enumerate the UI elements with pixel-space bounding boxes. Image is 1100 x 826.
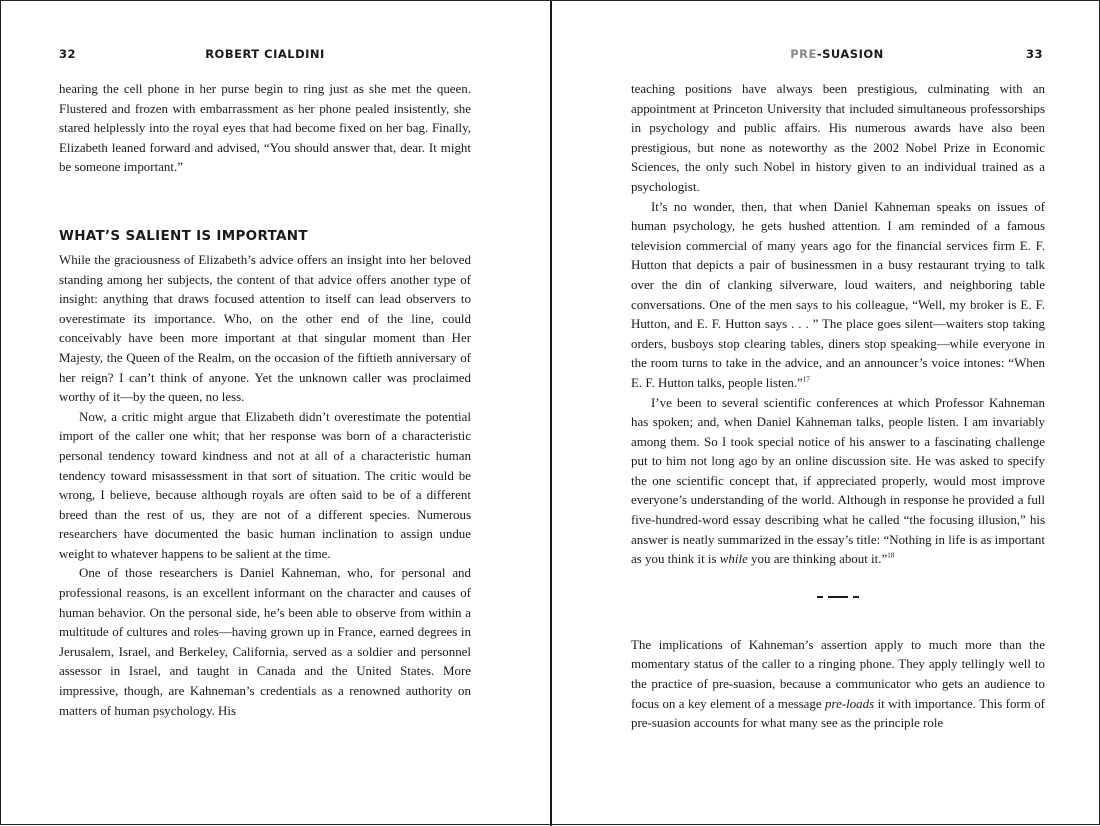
footnote-marker: 18 — [887, 551, 895, 560]
right-page — [552, 1, 1100, 826]
italic-text: while — [719, 551, 748, 567]
title-prefix: PRE — [790, 47, 817, 61]
body-paragraph — [631, 635, 1045, 733]
running-head-left — [59, 47, 471, 63]
paragraph-text: I’ve been to several scientific conferences at which Professor Kahneman has spoken; and, when Daniel Kahneman talks, people listen. I am invariably among them. So I took special notice of his answer to a fascinating challenge put to him not long ago by an online discussion site. He was asked to specify the one scientific concept that, if appreciated properly, would most improve everyone’s understanding of the world. Although in response he provided a full five-hundred-word essay describing what he called “the focusing illusion,” his answer is neatly summarized in the essay’s title: “Nothing in life is as important as you think it is — [631, 394, 1045, 567]
page-number: 33 — [1025, 47, 1043, 61]
left-page — [1, 1, 550, 826]
running-head-right — [631, 47, 1043, 63]
body-paragraph: Now, a critic might argue that Elizabeth didn’t overestimate the potential import of the caller one whit; that her response was born of a characteristic personal tendency toward kindness and not at all of a characteristic human tendency toward misassessment in that sort of situation. The critic would be wrong, I believe, because although royals are often said to be of a different breed than the rest of us, they are not of a different species. Numerous researchers have documented the basic human inclination to assign undue weight to whatever happens to be salient at the time. — [59, 408, 471, 561]
footnote-marker: 17 — [802, 375, 810, 384]
continued-paragraph: teaching positions have always been prestigious, culminating with an appointment at Princeton University that included simultaneous professorships in psychology and public affairs. His numerous awards have also been prestigious, but none as noteworthy as the 2002 Nobel Prize in Economic Sciences, the only such Nobel in history given to an individual trained as a psychologist. — [631, 81, 1045, 194]
paragraph-text: it with importance. This form of pre-suasion accounts for what many see as the principle role — [631, 695, 1045, 731]
paragraph-text: It’s no wonder, then, that when Daniel Kahneman speaks on issues of human psychology, he gets hushed attention. I am reminded of a famous television commercial of many years ago for the financial services firm E. F. Hutton that depicts a pair of businessmen in a busy restaurant trying to talk over the din of clanking silverware, loud waiters, and neighboring table conversations. One of the men says to his colleague, “Well, my broker is E. F. Hutton, and E. F. Hutton says . . . ” The place goes silent—waiters stop taking orders, busboys stop clearing tables, diners stop speaking—while everyone in the room turns to take in the advice, and an announcer’s voice intones: “When E. F. Hutton talks, people listen.” — [631, 198, 1045, 390]
page-number: 32 — [59, 47, 77, 61]
italic-text: pre-loads — [825, 695, 875, 711]
right-page-body — [631, 79, 1045, 733]
left-page-body — [59, 79, 471, 720]
ornament-dash — [828, 596, 848, 597]
ornament-dash — [817, 596, 823, 597]
paragraph-text: The implications of Kahneman’s assertion apply to much more than the momentary status of the caller to a ringing phone. They apply tellingly well to the practice of pre-suasion, because a communicator who gets an audience to focus on a key element of a message — [631, 636, 1045, 711]
title-running-head — [631, 47, 1043, 61]
section-heading: WHAT’S SALIENT IS IMPORTANT — [59, 227, 308, 244]
ornament-dash — [853, 596, 859, 597]
author-running-head: ROBERT CIALDINI — [205, 47, 325, 61]
body-paragraph: One of those researchers is Daniel Kahneman, who, for personal and professional reasons, is an excellent informant on the character and causes of human behavior. On the personal side, he’s been able to observe from within a multitude of cultures and roles—having grown up in France, earned degrees in Jerusalem, Israel, and Berkeley, California, served as a soldier and personnel assessor in Israel, and taught in Canada and the United States. More impressive, though, are Kahneman’s credentials as a renowned authority on matters of human psychology. His — [59, 565, 471, 718]
paragraph-text: you are thinking about it.” — [747, 551, 888, 567]
title-rest: -SUASION — [816, 47, 884, 61]
body-paragraph: While the graciousness of Elizabeth’s advice offers an insight into her beloved standing among her subjects, the content of that advice offers another type of insight: anything that draws focused attention to itself can lead observers to overestimate its importance. Who, on the other end of the line, could conceivably have been more important at that singular moment than Her Majesty, the Queen of the Realm, on the occasion of the fiftieth anniversary of her reign? I can’t think of anyone. Yet the unknown caller was proclaimed worthy of it—by the queen, no less. — [59, 251, 471, 405]
body-paragraph — [631, 393, 1045, 569]
section-break-ornament — [631, 587, 1045, 605]
continued-paragraph: hearing the cell phone in her purse begin to ring just as she met the queen. Flustered and frozen with embarrassment as her phone pealed insistently, she stared helplessly into the royal eyes that had become fixed on her bag. Finally, Elizabeth leaned forward and advised, “You should answer that, dear. It might be someone important.” — [59, 81, 471, 175]
body-paragraph — [631, 197, 1045, 393]
